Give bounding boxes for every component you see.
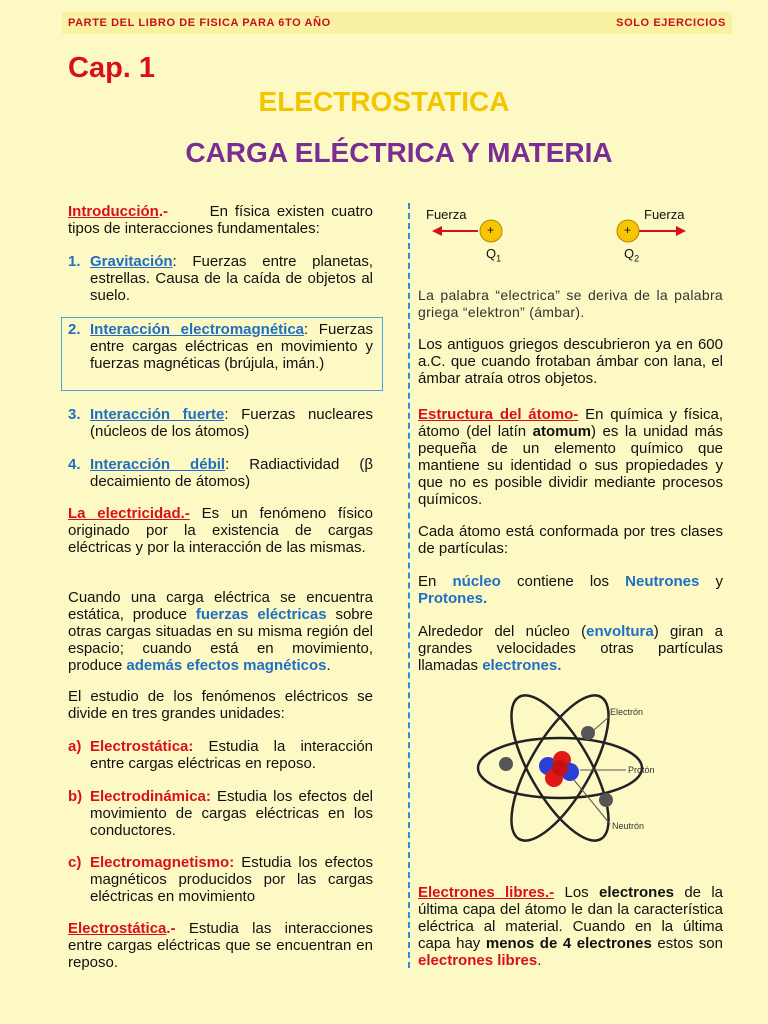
free-text: Los <box>554 884 599 901</box>
static-text: sobre otras cargas situadas en su misma región del espacio; cuando está en movimiento, produce <box>68 606 373 674</box>
envelope-text: ) giran a grandes velocidades otras partículas llamadas <box>418 623 723 674</box>
nucleus-highlight: núcleo <box>452 573 501 590</box>
header-left: PARTE DEL LIBRO DE FISICA PARA 6TO AÑO <box>68 17 331 29</box>
free-electrons-paragraph <box>418 884 723 969</box>
item-label: Gravitación <box>90 253 173 270</box>
nucleus-paragraph <box>418 573 723 607</box>
unit-text: Estudia los efectos magnéticos producidos por las cargas eléctricas en movimiento <box>90 854 373 905</box>
charge-sign: + <box>624 223 632 237</box>
unit-text: Estudia la interacción entre cargas eléctricas en reposo. <box>90 738 373 772</box>
unit-letter: c) <box>68 854 82 871</box>
protons-highlight: Protones. <box>418 590 488 607</box>
electricity-paragraph <box>68 505 373 556</box>
item-number: 1. <box>68 253 81 270</box>
word-origin-paragraph: La palabra “electrica” se deriva de la palabra griega “elektron” (ámbar). <box>418 287 723 320</box>
electron-icon <box>599 793 613 807</box>
free-text: de la última capa del átomo le dan la característica eléctrica al material. Cuando en la última capa hay <box>418 884 723 952</box>
unit-letter: a) <box>68 738 82 755</box>
list-item <box>68 406 373 440</box>
free-highlight: electrones libres <box>418 952 538 969</box>
item-number: 4. <box>68 456 81 473</box>
charges-figure <box>418 200 728 270</box>
nucleus-text: y <box>699 573 724 590</box>
atom-diagram <box>470 688 700 848</box>
unit-letter: b) <box>68 788 83 805</box>
static-highlight: fuerzas eléctricas <box>195 606 327 623</box>
electron-label: Electrón <box>610 707 644 717</box>
unit-label: Electrodinámica: <box>90 788 211 805</box>
unit-label: Electrostática: <box>90 738 194 755</box>
atom-latin: atomum <box>532 423 591 440</box>
item-label: Interacción electromagnética <box>90 321 305 338</box>
electricity-text: Es un fenómeno físico originado por la existencia de cargas eléctricas y por la interacción de las mismas. <box>68 505 373 556</box>
charge-sign: + <box>487 223 495 237</box>
static-paragraph <box>68 589 373 674</box>
greeks-paragraph: Los antiguos griegos descubrieron ya en 600 a.C. que cuando frotaban ámbar con lana, el ámbar atraía otros objetos. <box>418 336 723 387</box>
electrostatics-dash: .- <box>166 920 176 937</box>
q2-subscript: 2 <box>634 253 640 264</box>
item-text: : Fuerzas entre cargas eléctricas en movimiento y fuerzas magnéticas (brújula, imán.) <box>90 321 373 372</box>
intro-label: Introducción <box>68 203 159 220</box>
item-label: Interacción fuerte <box>90 406 225 423</box>
particles-paragraph: Cada átomo está conformada por tres clases de partículas: <box>418 523 723 557</box>
item-label: Interacción débil <box>90 456 226 473</box>
unit-text: Estudia los efectos del movimiento de cargas eléctricas en los conductores. <box>90 788 373 839</box>
q2-letter: Q <box>624 246 635 261</box>
envelope-paragraph <box>418 623 723 674</box>
q1-subscript: 1 <box>496 253 502 264</box>
page-title: ELECTROSTATICA <box>258 86 510 117</box>
static-text: Cuando una carga eléctrica se encuentra estática, produce <box>68 589 373 623</box>
study-paragraph: El estudio de los fenómenos eléctricos se divide en tres grandes unidades: <box>68 688 373 722</box>
electron-icon <box>581 726 595 740</box>
item-number: 3. <box>68 406 81 423</box>
unit-label: Electromagnetismo: <box>90 854 235 871</box>
header-right: SOLO EJERCICIOS <box>616 17 726 29</box>
page-subtitle: CARGA ELÉCTRICA Y MATERIA <box>185 137 613 168</box>
electron-icon <box>499 757 513 771</box>
page-header <box>62 12 732 34</box>
electrons-highlight: electrones. <box>482 657 562 674</box>
electricity-label: La electricidad.- <box>68 505 190 522</box>
column-divider <box>408 203 410 968</box>
free-text: estos son <box>651 935 723 952</box>
proton-icon <box>552 760 568 776</box>
nucleus-text: En <box>418 573 453 590</box>
list-item <box>68 321 373 372</box>
intro-text: En física existen cuatro tipos de interacciones fundamentales: <box>68 203 373 237</box>
atom-text: En química y física, átomo (del latín <box>418 406 723 440</box>
list-item <box>68 456 373 490</box>
force-label-right: Fuerza <box>644 207 685 222</box>
chapter-number: Cap. 1 <box>68 52 156 84</box>
list-item <box>68 253 373 304</box>
item-text: : Fuerzas entre planetas, estrellas. Causa de la caída de objetos al suelo. <box>90 253 373 304</box>
envelope-text: Alrededor del núcleo ( <box>418 623 587 640</box>
list-item <box>68 854 373 905</box>
static-text: . <box>326 657 331 674</box>
electrostatics-label: Electrostática <box>68 920 167 937</box>
intro-dash: .- <box>158 203 168 220</box>
free-bold: electrones <box>598 884 675 901</box>
item-number: 2. <box>68 321 81 338</box>
neutron-label: Neutrón <box>612 821 645 831</box>
free-electrons-label: Electrones libres.- <box>418 884 555 901</box>
proton-label: Protón <box>628 765 655 775</box>
q2-label <box>624 246 639 264</box>
arrow-head-left-icon <box>432 226 442 236</box>
force-label-left: Fuerza <box>426 207 467 222</box>
atom-figure <box>470 688 700 848</box>
list-item <box>68 788 373 839</box>
item-text: : Fuerzas nucleares (núcleos de los átomos) <box>90 406 373 440</box>
list-item <box>68 738 373 772</box>
q1-label <box>486 246 501 264</box>
static-highlight: además efectos magnéticos <box>126 657 327 674</box>
atom-structure-paragraph <box>418 406 723 508</box>
envelope-highlight: envoltura <box>586 623 654 640</box>
free-text: . <box>537 952 542 969</box>
atom-structure-label: Estructura del átomo- <box>418 406 579 423</box>
atom-text: ) es la unidad más pequeña de un elemento químico que mantiene su identidad o sus propiedades y que no es posible dividir mediante procesos químicos. <box>418 423 723 508</box>
arrow-head-right-icon <box>676 226 686 236</box>
electrostatics-text: Estudia las interacciones entre cargas eléctricas que se encuentran en reposo. <box>68 920 373 971</box>
neutrons-highlight: Neutrones <box>625 573 700 590</box>
intro-paragraph <box>68 203 373 237</box>
electrostatics-paragraph <box>68 920 373 971</box>
item-text: : Radiactividad (β decaimiento de átomos) <box>90 456 373 490</box>
nucleus-text: contiene los <box>500 573 626 590</box>
free-bold: menos de 4 electrones <box>485 935 652 952</box>
q1-letter: Q <box>486 246 497 261</box>
